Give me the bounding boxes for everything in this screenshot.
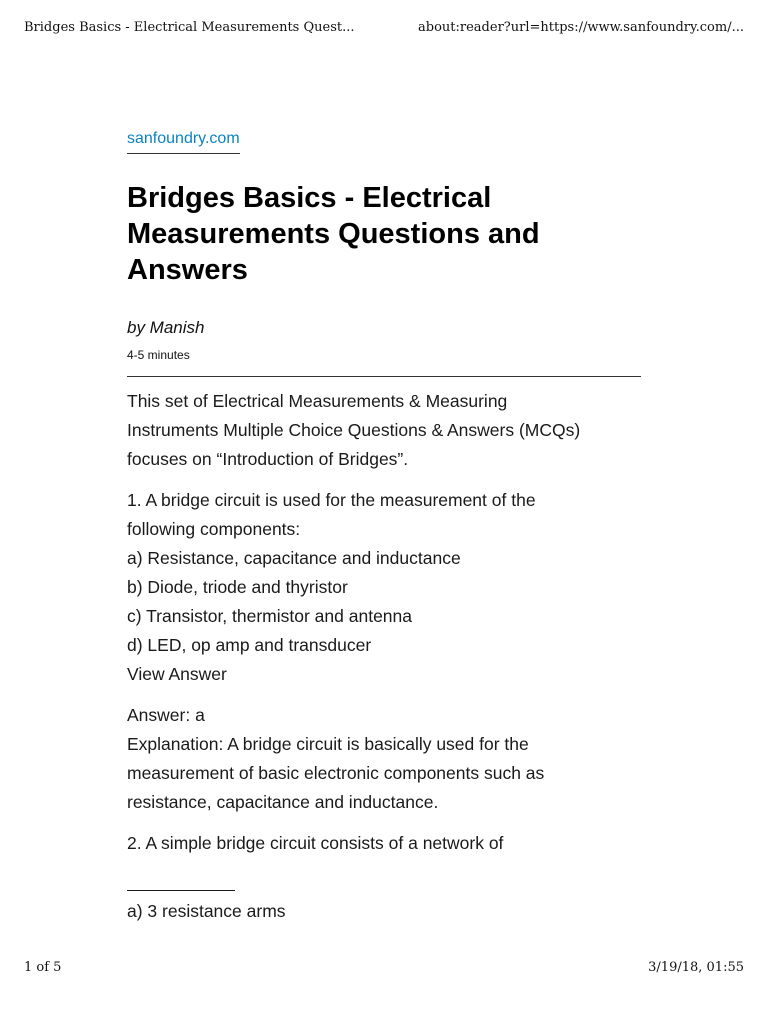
page-number: 1 of 5 [24,960,62,975]
option-c: c) Transistor, thermistor and antenna [127,606,412,626]
header-page-title: Bridges Basics - Electrical Measurements Quest... [24,20,355,35]
view-answer-link[interactable]: View Answer [127,664,227,684]
explanation-text: Explanation: A bridge circuit is basically used for the [127,734,529,754]
print-footer [0,960,768,980]
fill-in-blank [127,868,235,891]
title-line: Bridges Basics - Electrical [127,182,492,214]
article-body [127,387,641,926]
explanation-text: resistance, capacitance and inductance. [127,792,439,812]
answer-label: Answer: a [127,705,205,725]
print-header [0,20,768,40]
intro-paragraph [127,387,641,474]
title-line: Answers [127,254,248,286]
question-text: 1. A bridge circuit is used for the measurement of the [127,490,536,510]
option-a: a) Resistance, capacitance and inductance [127,548,461,568]
byline: by Manish [127,318,205,337]
option-b: b) Diode, triode and thyristor [127,577,348,597]
text-line: Instruments Multiple Choice Questions & Answers (MCQs) [127,420,581,440]
text-line: focuses on “Introduction of Bridges”. [127,449,409,469]
divider [127,376,641,377]
title-line: Measurements Questions and [127,218,540,250]
article-title [127,180,641,288]
option-d: d) LED, op amp and transducer [127,635,372,655]
question-1 [127,486,641,689]
question-2 [127,829,641,926]
question-text: 2. A simple bridge circuit consists of a network of [127,833,504,853]
answer-1 [127,701,641,817]
header-url: about:reader?url=https://www.sanfoundry.com/... [418,20,744,35]
article [127,130,641,926]
text-line: This set of Electrical Measurements & Measuring [127,391,508,411]
source-domain-link[interactable]: sanfoundry.com [127,130,240,154]
explanation-text: measurement of basic electronic components such as [127,763,545,783]
question-text: following components: [127,519,301,539]
option-a: a) 3 resistance arms [127,901,286,921]
print-timestamp: 3/19/18, 01:55 [648,960,744,975]
read-time: 4-5 minutes [127,348,190,362]
